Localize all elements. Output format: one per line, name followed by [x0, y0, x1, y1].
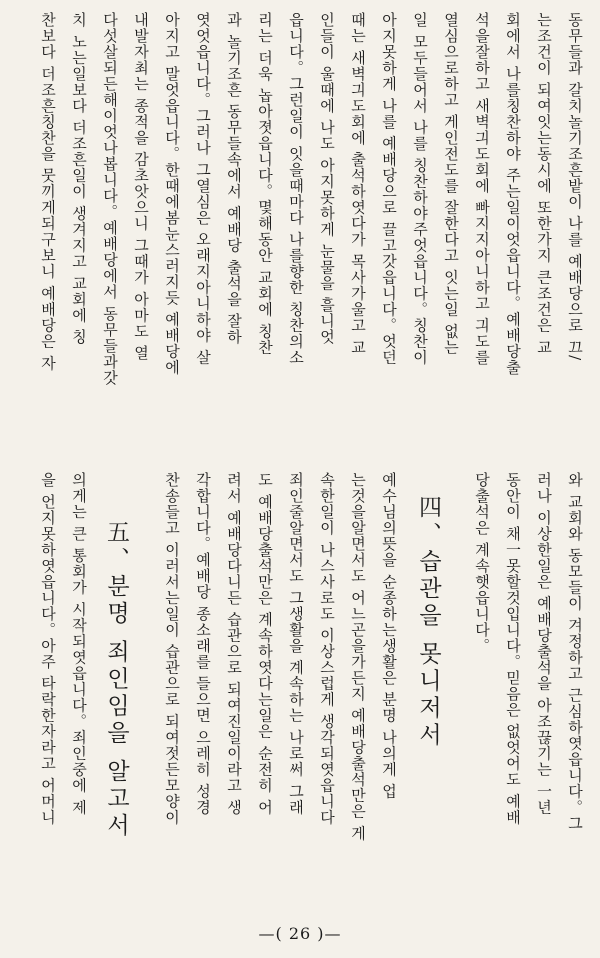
lower-text-line: 당출석은 계속햇읍니다。: [473, 472, 491, 654]
lower-text-line: 와 교회와 동모들이 겨정하고 근심하엿읍니다。그: [566, 472, 584, 832]
lower-text-line: 러나 이상한일은 예배당출석을 아조끊기는 一년: [535, 472, 553, 816]
upper-text-line: 때는 새벽긔도회에 출석하엿다가 목사가울고 교: [349, 12, 367, 356]
lower-text-line: 예수님의뜻을 순종하는생활은 분명 나의게 업: [380, 472, 398, 800]
lower-text-line: 죄인줄알면서도 그생활을 계속하는 나로써 그래: [287, 472, 305, 816]
upper-text-line: 찬보다 더조흔칭찬을 뭇끼게되구보니 예배당은 자: [39, 12, 57, 372]
upper-text-line: 회에서 나를칭찬하야 주는일이엇읍니다。예배당출: [504, 12, 522, 376]
page-number: —( 26 )—: [258, 924, 342, 943]
upper-text-line: 동무들과 갈치놀기조흔밭이 나를 예배당으로 끄/: [566, 12, 584, 362]
lower-text-line: 찬송들고 이러서는일이 습관으로 되여젓든모양이: [163, 472, 181, 826]
upper-text-line: 아지고 말엇읍니다。한때에봄눈스러지듯 예배당에: [163, 12, 181, 376]
lower-text-line: 려서 예배당다니든 습관으로 되여진일이라고 생: [225, 472, 243, 816]
upper-text-line: 엿엇읍니다。그러나 그열심은 오래지아니하야 살: [194, 12, 212, 366]
lower-text-line: 동안이 채一못할것입니다。믿음은 없엇어도 예배: [504, 472, 522, 826]
upper-text-line: 과 놀기조흔 동무들속에서 예배당 출석을 잘하: [225, 12, 243, 345]
upper-text-line: 읍니다。그런일이 잇을때마다 나를향한 칭찬의소: [287, 12, 305, 366]
upper-text-line: 일 모두들어서 나를 칭찬하야주엇읍니다。칭찬이: [411, 12, 429, 366]
lower-text-line: 도 예배당출석만은 계속하엿다는일은 순전히 어: [256, 472, 274, 816]
lower-text-line: 는것을알면서도 어느곤을가든지 예배당출석만은 게: [349, 472, 367, 842]
upper-text-line: 다섯살되든해이엇나봅니다。예배당에서 동무들과갓: [101, 12, 119, 386]
upper-text-line: 내발자최는 종적을 감초앗으니 그때가 아마도 열: [132, 12, 150, 361]
upper-text-line: 는조건이 되여잇는동시에 또한가지 큰조건은 교: [535, 12, 553, 356]
upper-text-line: 치 노는일보다 더조흔일이 생겨지고 교회에 칭: [70, 12, 88, 345]
upper-text-line: 아지못하게 나를 예배당으로 끌고갓읍니다。엇던: [380, 12, 398, 366]
upper-text-line: 석을잘하고 새벽긔도회에 빠지지아니하고 긔도를: [473, 12, 491, 366]
section-heading-5: 五、분명 죄인임을 알고서: [103, 520, 129, 840]
section-heading-4: 四、습관을 못니저서: [415, 495, 441, 750]
upper-text-line: 인들이 울때에 나도 아지못하게 눈물을 흘니엇: [318, 12, 336, 345]
lower-text-line: 의게는 큰 통회가 시작되엿읍니다。죄인중에 제: [70, 472, 88, 816]
upper-text-line: 리는 더욱 놉아졋읍니다。몇해동안 교회에 칭찬: [256, 12, 274, 356]
lower-text-line: 속한일이 나스사로도 이상스럽게 생각되엿읍니다: [318, 472, 336, 826]
upper-text-line: 열심으로하고 게인전도를 잘한다고 잇는일 없는: [442, 12, 460, 356]
lower-text-line: 을 언지못하엿읍니다。아주 타락한자라고 어머니: [39, 472, 57, 826]
lower-text-line: 각합니다。예배당 종소래를 들으면 으레히 성경: [194, 472, 212, 816]
